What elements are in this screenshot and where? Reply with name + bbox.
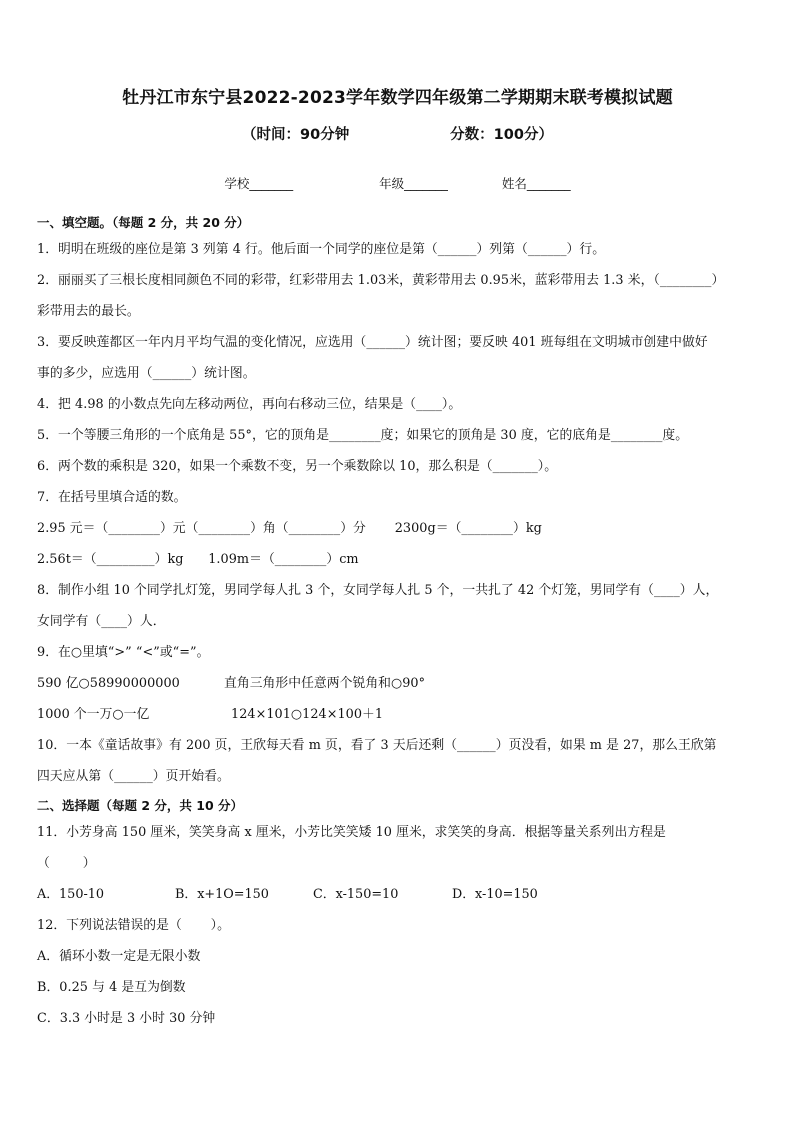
question-2-line-1: 2．丽丽买了三根长度相同颜色不同的彩带，红彩带用去 1.03米，黄彩带用去 0.95米，蓝彩带用去 1.3 米，（________） [37,273,725,288]
option-c: C．x-150=10 [313,887,399,902]
question-9: 9．在○里填“>” “<”或“=”。 [37,645,210,660]
question-7: 7．在括号里填合适的数。 [37,490,187,505]
question-4: 4．把 4.98 的小数点先向左移动两位，再向右移动三位，结果是（____）。 [37,397,462,412]
question-1: 1．明明在班级的座位是第 3 列第 4 行。他后面一个同学的座位是第（______）列第（______）行。 [37,242,606,257]
question-10-line-2: 四天应从第（______）页开始看。 [37,769,230,784]
exam-time-score: （时间：90分钟 分数：100分） [242,127,553,143]
question-7-row-1: 2.95 元＝（________）元（________）角（________）分 2300g＝（________）kg [37,521,542,536]
question-5: 5．一个等腰三角形的一个底角是 55°，它的顶角是________度；如果它的顶角是 30 度，它的底角是________度。 [37,428,689,443]
exam-content [37,212,758,1034]
name-field: 姓名_______ [501,176,571,191]
question-10-line-1: 10．一本《童话故事》有 200 页，王欣每天看 m 页，看了 3 天后还剩（______）页没看，如果 m 是 27，那么王欣第 [37,738,717,753]
question-12-option-c: C．3.3 小时是 3 小时 30 分钟 [37,1011,216,1026]
section-choice-heading: 二、选择题（每题 2 分，共 10 分） [37,798,244,813]
question-12: 12．下列说法错误的是（ ）。 [37,918,230,933]
section-fill-blank-heading: 一、填空题。（每题 2 分，共 20 分） [37,215,250,230]
school-field: 学校_______ [224,176,294,191]
grade-field: 年级_______ [379,176,448,191]
option-b: B．x+1O=150 [175,887,269,902]
question-11-line-1: 11．小芳身高 150 厘米，笑笑身高 x 厘米，小芳比笑笑矮 10 厘米，求笑笑的身高．根据等量关系列出方程是 [37,825,666,840]
question-7-row-2: 2.56t＝（_________）kg 1.09m＝（________）cm [37,552,359,567]
option-a: A．150-10 [37,887,105,902]
question-3-line-1: 3．要反映莲都区一年内月平均气温的变化情况，应选用（______）统计图；要反映 401 班每组在文明城市创建中做好 [37,335,708,350]
student-info-row [37,175,758,193]
question-12-option-a: A．循环小数一定是无限小数 [37,949,201,964]
question-11-line-2: （ ） [37,856,96,871]
compare-item: 590 亿○58990000000 [37,676,180,691]
page-title: 牡丹江市东宁县2022-2023学年数学四年级第二学期期末联考模拟试题 [122,88,673,108]
question-6: 6．两个数的乘积是 320，如果一个乘数不变，另一个乘数除以 10，那么积是（_______）。 [37,459,558,474]
compare-item: 1000 个一万○一亿 [37,707,150,722]
compare-item: 直角三角形中任意两个锐角和○90° [224,676,426,691]
option-d: D．x-10=150 [452,887,538,902]
question-8-line-1: 8．制作小组 10 个同学扎灯笼，男同学每人扎 3 个，女同学每人扎 5 个，一共扎了 42 个灯笼，男同学有（____）人， [37,583,719,598]
question-8-line-2: 女同学有（____）人． [37,614,166,629]
question-3-line-2: 事的多少，应选用（______）统计图。 [37,366,256,381]
question-9-row-1 [37,668,758,699]
question-9-row-2 [37,699,758,730]
question-12-option-b: B．0.25 与 4 是互为倒数 [37,980,186,995]
question-2-line-2: 彩带用去的最长。 [37,304,140,319]
compare-item: 124×101○124×100＋1 [231,707,384,722]
question-11-options [37,879,758,910]
